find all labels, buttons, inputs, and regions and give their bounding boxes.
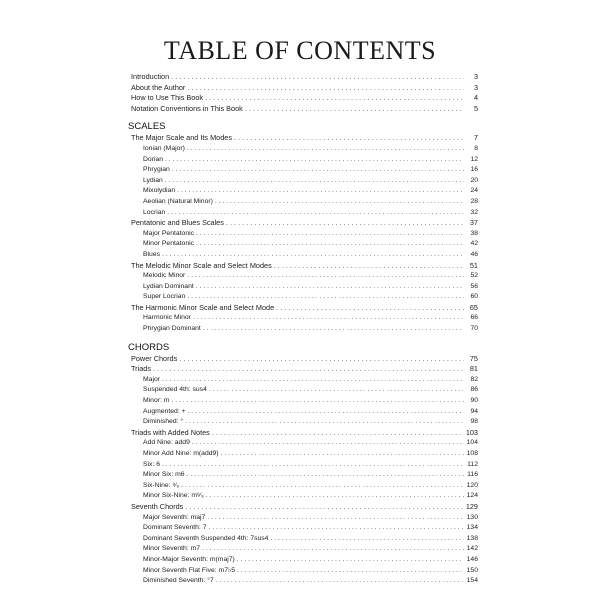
entry-label: Add Nine: add9 [143,439,190,447]
entry-label: Seventh Chords [131,501,184,511]
dot-leader [192,438,464,449]
entry-page-number: 42 [470,240,478,248]
entry-page-number: 112 [467,460,478,468]
toc-subentry [128,491,478,502]
entry-page-number: 120 [466,481,478,489]
entry-label: Minor: m [143,397,170,405]
dot-leader [237,555,464,566]
entry-label: Dominant Seventh: 7 [143,524,207,532]
toc-subentry [128,375,478,386]
section-heading: CHORDS [128,341,170,353]
entry-label: Super Locrian [143,293,186,301]
entry-label: Minor Six-Nine: m⁶⁄₉ [143,492,204,500]
entry-label: Dominant Seventh Suspended 4th: 7sus4 [143,534,269,542]
entry-label: Lydian [143,176,163,184]
entry-label: Diminished Seventh: °7 [143,577,214,585]
entry-label: Phrygian [143,166,170,174]
dot-leader [202,544,464,555]
toc-group-entry [128,502,478,513]
entry-page-number: 134 [466,524,478,532]
toc-subentry [128,417,478,428]
entry-label: Blues [143,250,161,258]
entry-page-number: 98 [470,418,478,426]
entry-label: Melodic Minor [143,272,186,280]
dot-leader [221,449,464,460]
dot-leader [274,261,464,272]
toc-group-entry [128,354,478,365]
entry-page-number: 81 [469,364,478,374]
entry-label: Minor Seventh: m7 [143,545,201,553]
toc-subentry [128,470,478,481]
toc-group-entry [128,218,478,229]
entry-label: Aeolian (Natural Minor) [143,197,213,205]
section-heading: SCALES [128,121,166,133]
dot-leader [171,72,464,83]
entry-page-number: 142 [466,545,478,553]
intro-entries [128,72,478,114]
dot-leader [208,523,464,534]
entry-page-number: 116 [467,471,478,479]
entry-label: Power Chords [131,353,178,363]
toc-entry [128,83,478,94]
toc-group-entry [128,261,478,272]
toc-entry [128,72,478,83]
entry-page-number: 66 [470,314,478,322]
toc-subentry [128,396,478,407]
toc-subentry [128,449,478,460]
entry-label: The Melodic Minor Scale and Select Modes [131,260,272,270]
entry-label: Triads with Added Notes [131,427,210,437]
toc-subentry [128,460,478,471]
entry-label: Ionian (Major) [143,144,185,152]
entry-label: The Harmonic Minor Scale and Select Mode [131,302,275,312]
entry-label: Notation Conventions in This Book [131,103,243,113]
dot-leader [205,93,464,104]
entry-label: Six: 6 [143,460,160,468]
dot-leader [276,303,464,314]
dot-leader [206,491,464,502]
entry-page-number: 52 [470,272,478,280]
dot-leader [209,385,464,396]
toc-subentry [128,407,478,418]
entry-label: Six-Nine: ⁶⁄₉ [143,481,180,489]
dot-leader [187,144,464,155]
toc-group-entry [128,428,478,439]
dot-leader [181,481,464,492]
entry-label: Suspended 4th: sus4 [143,386,207,394]
dot-leader [165,176,464,187]
entry-label: The Major Scale and Its Modes [131,133,232,143]
entry-page-number: 8 [474,144,478,152]
dot-leader [196,229,464,240]
toc-subentry [128,250,478,261]
entry-page-number: 4 [473,93,478,103]
toc-subentry [128,165,478,176]
toc-subentry [128,229,478,240]
entry-label: Major [143,375,160,383]
entry-page-number: 82 [470,375,478,383]
toc-group-entry [128,364,478,375]
entry-label: Major Pentatonic [143,229,195,237]
toc-subentry [128,271,478,282]
entry-label: Minor Add Nine: m(add9) [143,450,219,457]
toc-subentry [128,197,478,208]
toc-subentry [128,576,478,587]
entry-page-number: 86 [470,386,478,394]
entry-page-number: 5 [473,103,478,113]
dot-leader [216,576,464,587]
dot-leader [226,218,464,229]
dot-leader [270,534,464,545]
entry-page-number: 150 [466,566,478,574]
entry-page-number: 51 [469,260,478,270]
entry-label: About the Author [131,82,186,92]
entry-label: Harmonic Minor [143,314,191,322]
toc-sections [128,121,478,586]
entry-page-number: 60 [470,293,478,301]
toc-subentry [128,176,478,187]
toc-subentry [128,155,478,166]
entry-page-number: 90 [470,397,478,405]
entry-page-number: 146 [466,555,478,563]
dot-leader [162,460,464,471]
entry-page-number: 56 [470,282,478,290]
entry-label: Minor Pentatonic [143,240,195,248]
dot-leader [167,208,464,219]
dot-leader [187,470,464,481]
dot-leader [237,566,464,577]
toc-subentry [128,555,478,566]
entry-page-number: 138 [466,534,478,542]
dot-leader [188,407,464,418]
dot-leader [153,364,464,375]
entry-label: Major Seventh: maj7 [143,513,206,521]
dot-leader [179,354,464,365]
entry-page-number: 32 [470,208,478,216]
entry-page-number: 104 [466,439,478,447]
dot-leader [162,375,464,386]
entry-page-number: 124 [466,492,478,500]
entry-page-number: 154 [466,577,478,585]
entry-label: Introduction [131,72,170,81]
toc-subentry [128,523,478,534]
entry-label: Triads [131,364,152,374]
toc-entry [128,93,478,104]
toc-subentry [128,282,478,293]
entry-page-number: 37 [469,218,478,228]
entry-label: Augmented: + [143,407,186,415]
entry-page-number: 28 [470,197,478,205]
dot-leader [185,417,464,428]
entry-page-number: 20 [470,176,478,184]
entry-label: Minor Six: m6 [143,471,185,479]
dot-leader [187,83,464,94]
dot-leader [187,292,464,303]
toc-subentry [128,544,478,555]
entry-page-number: 3 [473,72,478,81]
dot-leader [187,271,464,282]
entry-page-number: 7 [473,133,478,143]
toc-group-entry [128,303,478,314]
page-title: TABLE OF CONTENTS [163,36,437,65]
entry-page-number: 103 [465,427,478,437]
entry-label: Mixolydian [143,187,176,195]
dot-leader [177,186,464,197]
entry-label: Pentatonic and Blues Scales [131,218,224,228]
entry-page-number: 46 [470,250,478,258]
entry-label: Dorian [143,155,164,163]
entry-page-number: 129 [465,501,478,511]
entry-page-number: 108 [466,450,478,457]
entry-page-number: 16 [470,166,478,174]
dot-leader [165,155,464,166]
toc-subentry [128,385,478,396]
entry-label: Phrygian Dominant [143,325,201,333]
entry-page-number: 70 [470,325,478,333]
entry-page-number: 94 [470,407,478,415]
toc-subentry [128,481,478,492]
entry-page-number: 24 [470,187,478,195]
dot-leader [162,250,464,261]
entry-page-number: 12 [470,155,478,163]
table-of-contents [128,72,478,587]
dot-leader [234,133,464,144]
dot-leader [207,513,464,524]
toc-subentry [128,186,478,197]
entry-label: Minor-Major Seventh: m(maj7) [143,555,235,563]
dot-leader [203,324,464,335]
toc-group-entry [128,133,478,144]
entry-page-number: 3 [473,82,478,92]
dot-leader [212,428,464,439]
toc-subentry [128,144,478,155]
entry-page-number: 130 [466,513,478,521]
dot-leader [215,197,464,208]
entry-page-number: 65 [469,302,478,312]
dot-leader [245,104,464,115]
entry-page-number: 38 [470,229,478,237]
entry-label: Diminished: ° [143,418,184,426]
entry-label: How to Use This Book [131,93,204,103]
toc-subentry [128,208,478,219]
toc-subentry [128,438,478,449]
dot-leader [196,282,464,293]
toc-entry [128,104,478,115]
entry-label: Minor Seventh Flat Five: m7♭5 [143,566,235,574]
toc-subentry [128,239,478,250]
toc-subentry [128,292,478,303]
entry-page-number: 75 [469,353,478,363]
dot-leader [196,239,464,250]
toc-subentry [128,324,478,335]
toc-subentry [128,534,478,545]
entry-label: Locrian [143,208,166,216]
dot-leader [171,396,464,407]
entry-label: Lydian Dominant [143,282,194,290]
dot-leader [172,165,464,176]
toc-subentry [128,313,478,324]
toc-subentry [128,513,478,524]
dot-leader [185,502,463,513]
dot-leader [193,313,464,324]
toc-subentry [128,566,478,577]
